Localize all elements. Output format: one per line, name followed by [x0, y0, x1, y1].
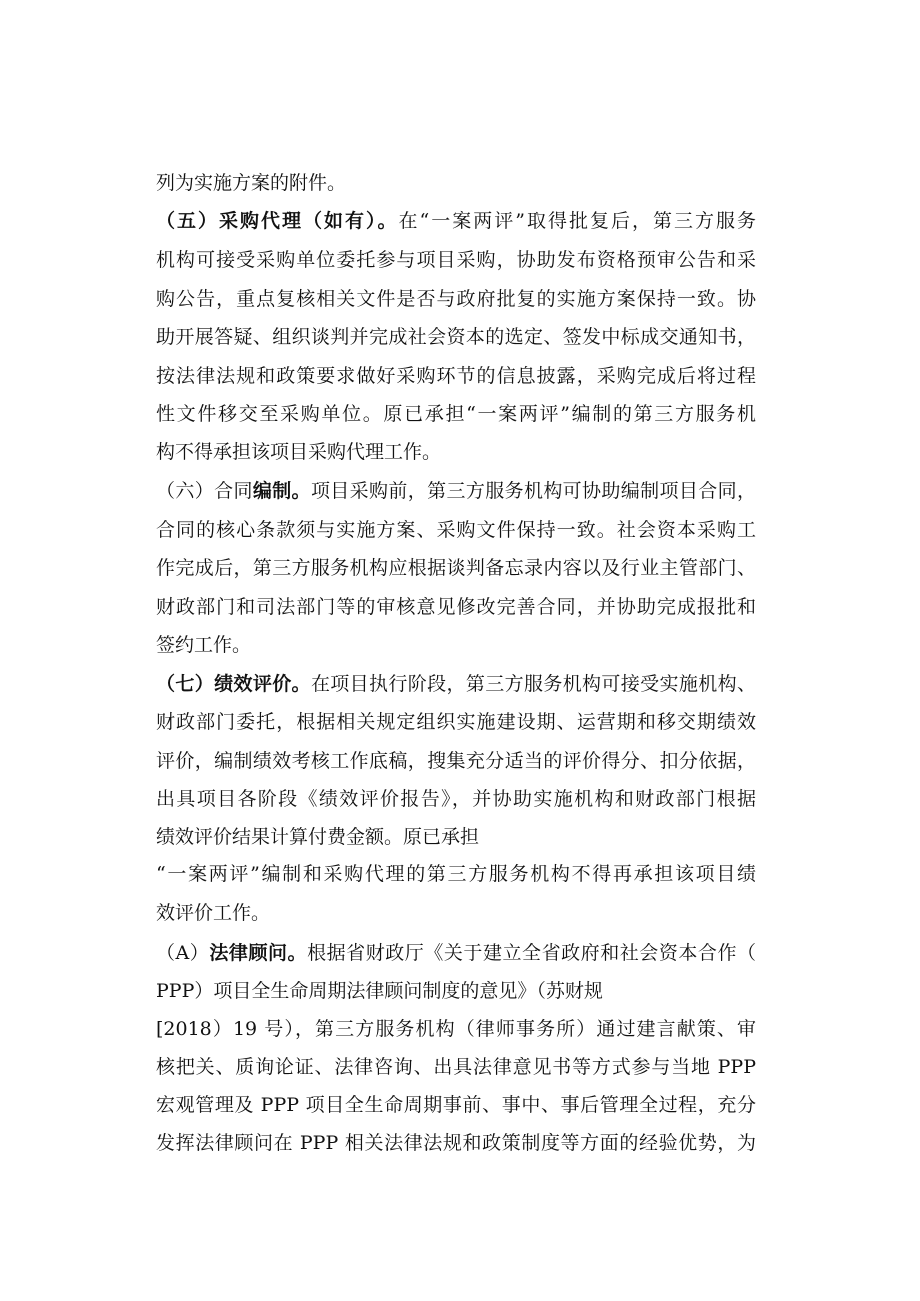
text-line: 出具项目各阶段《绩效评价报告》，并协助实施机构和财政部门根据 [156, 788, 756, 810]
text-line: 财政部门和司法部门等的审核意见修改完善合同，并协助完成报批和 [156, 596, 756, 618]
text-line: 助开展答疑、组织谈判并完成社会资本的选定、签发中标成交通知书， [156, 326, 756, 348]
text-line: “一案两评”编制和采购代理的第三方服务机构不得再承担该项目绩 [156, 863, 756, 885]
text-line: 作完成后，第三方服务机构应根据谈判备忘录内容以及行业主管部门、 [156, 557, 756, 579]
text-line: 列为实施方案的附件。 [156, 172, 347, 194]
section-heading-performance: （七）绩效评价。在项目执行阶段，第三方服务机构可接受实施机构、 [156, 673, 756, 695]
section-heading-contract: （六）合同编制。项目采购前，第三方服务机构可协助编制项目合同， [156, 480, 756, 502]
text-line: 性文件移交至采购单位。原已承担“一案两评”编制的第三方服务机 [156, 403, 756, 425]
section-heading-legal-advisor: （A）法律顾问。根据省财政厅《关于建立全省政府和社会资本合作（ [156, 942, 756, 964]
section-heading-procurement-agency: （五）采购代理（如有）。在“一案两评”取得批复后，第三方服务 [156, 210, 756, 232]
heading-bold: （七）绩效评价。 [156, 673, 311, 695]
text-line: 评价，编制绩效考核工作底稿，搜集充分适当的评价得分、扣分依据， [156, 750, 756, 772]
text-line: 核把关、质询论证、法律咨询、出具法律意见书等方式参与当地 PPP [156, 1056, 756, 1078]
text-line: PPP）项目全生命周期法律顾问制度的意见》（苏财规 [156, 980, 603, 1002]
text-line: 按法律法规和政策要求做好采购环节的信息披露，采购完成后将过程 [156, 365, 756, 387]
text-line: 购公告，重点复核相关文件是否与政府批复的实施方案保持一致。协 [156, 288, 756, 310]
text-line: 合同的核心条款须与实施方案、采购文件保持一致。社会资本采购工 [156, 519, 756, 541]
text-line: 宏观管理及 PPP 项目全生命周期事前、事中、事后管理全过程，充分 [156, 1094, 756, 1116]
text-line: 发挥法律顾问在 PPP 相关法律法规和政策制度等方面的经验优势，为 [156, 1132, 756, 1154]
heading-bold: 法律顾问。 [209, 942, 308, 964]
text-line: 机构可接受采购单位委托参与项目采购，协助发布资格预审公告和采 [156, 249, 756, 271]
heading-bold: （五）采购代理（如有）。 [156, 210, 399, 232]
text-line: 财政部门委托，根据相关规定组织实施建设期、运营期和移交期绩效 [156, 711, 756, 733]
text-line: 绩效评价结果计算付费金额。原已承担 [156, 826, 480, 848]
text-line: 效评价工作。 [156, 902, 271, 924]
heading-bold: 编制。 [252, 480, 311, 502]
text-line: 签约工作。 [156, 634, 252, 656]
text-line: 构不得承担该项目采购代理工作。 [156, 441, 442, 463]
text-line: [2018）19 号），第三方服务机构（律师事务所）通过建言献策、审 [156, 1018, 756, 1040]
